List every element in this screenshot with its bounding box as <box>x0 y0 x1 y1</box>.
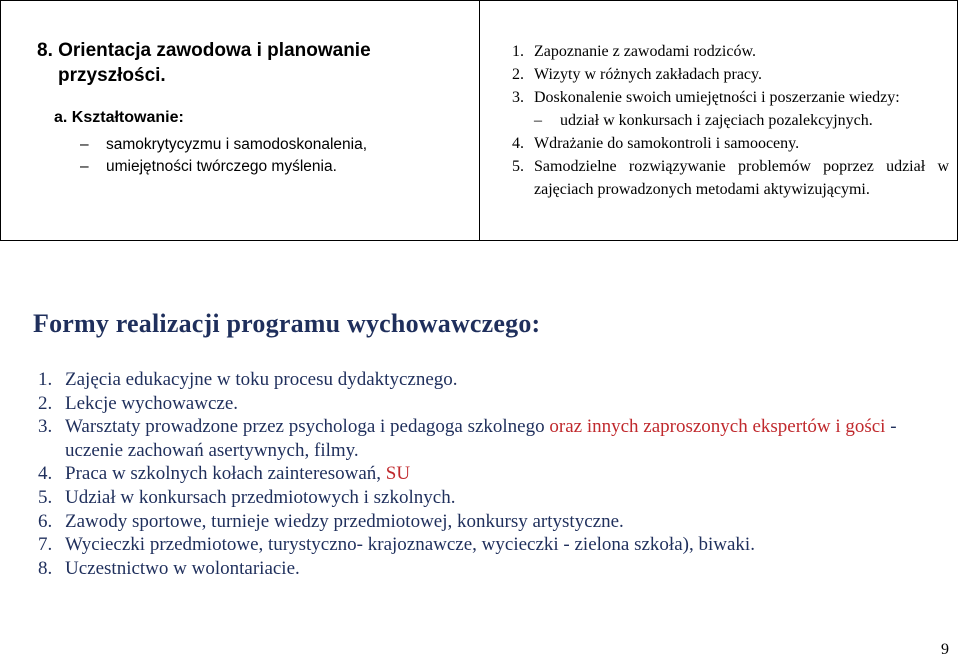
highlighted-text: SU <box>385 463 411 485</box>
item-number: 1. <box>38 369 53 390</box>
list-item <box>38 368 958 392</box>
item-number: 2. <box>512 66 524 83</box>
skills-list <box>80 134 479 178</box>
list-item <box>38 462 958 486</box>
list-item <box>512 132 949 155</box>
list-item: – umiejętności twórczego myślenia. <box>80 156 479 178</box>
item-text: Uczestnictwo w wolontariacie. <box>65 557 300 579</box>
item-number: 7. <box>38 534 53 556</box>
item-text: Zawody sportowe, turnieje wiedzy przedmiotowej, konkursy artystyczne. <box>65 510 624 532</box>
item-number: 6. <box>38 510 53 532</box>
subsection-title: a. Kształtowanie: <box>54 109 184 126</box>
item-number: 2. <box>38 392 53 414</box>
list-item <box>512 155 949 201</box>
sub-list <box>534 109 949 132</box>
list-item: – samokrytycyzmu i samodoskonalenia, <box>80 134 479 156</box>
sub-list-item: – udział w konkursach i zajęciach pozalekcyjnych. <box>534 109 949 132</box>
item-number: 4. <box>512 135 524 152</box>
item-text: Lekcje wychowawcze. <box>65 392 239 414</box>
item-text: Doskonalenie swoich umiejętności i poszerzanie wiedzy: <box>534 89 900 106</box>
item-text: Zapoznanie z zawodami rodziców. <box>534 43 756 60</box>
list-item <box>38 486 958 510</box>
item-text: Praca w szkolnych kołach zainteresowań, <box>65 463 386 485</box>
list-item <box>38 533 958 557</box>
table-right-cell <box>480 1 957 240</box>
item-text: Warsztaty prowadzone przez psychologa i pedagoga szkolnego <box>65 416 550 438</box>
item-number: 5. <box>512 158 524 175</box>
item-number: 3. <box>38 416 53 438</box>
section-title: 8. Orientacja zawodowa i planowanie przyszłości. <box>37 40 371 86</box>
item-text: Wycieczki przedmiotowe, turystyczno- krajoznawcze, wycieczki - zielona szkoła), biwaki. <box>65 534 755 556</box>
item-body <box>65 462 958 486</box>
highlighted-text: oraz innych zaproszonych ekspertów i gości <box>549 416 886 438</box>
item-text: Zajęcia edukacyjne w toku procesu dydaktycznego. <box>65 369 458 390</box>
item-text: Wizyty w różnych zakładach pracy. <box>534 66 762 83</box>
list-item <box>512 63 949 86</box>
list-item <box>38 415 958 462</box>
item-body <box>65 415 958 462</box>
activities-list <box>512 40 949 201</box>
item-text-tail: - uczenie zachowań asertywnych, filmy. <box>65 416 897 461</box>
item-text: Samodzielne rozwiązywanie problemów poprzez udział w zajęciach prowadzonych metodami aktywizującymi. <box>534 158 949 198</box>
item-body <box>534 86 949 132</box>
list-item <box>38 392 958 416</box>
item-number: 1. <box>512 43 524 60</box>
list-item <box>38 557 958 581</box>
item-text: Udział w konkursach przedmiotowych i szkolnych. <box>65 486 456 508</box>
page-number: 9 <box>941 641 949 658</box>
item-number: 8. <box>38 557 53 579</box>
item-number: 5. <box>38 486 53 508</box>
item-text: Wdrażanie do samokontroli i samooceny. <box>534 135 800 152</box>
forms-list <box>38 368 958 580</box>
table-left-cell <box>1 1 480 240</box>
item-number: 4. <box>38 463 53 485</box>
item-number: 3. <box>512 89 524 106</box>
list-item <box>38 510 958 534</box>
program-table <box>0 0 958 241</box>
list-item <box>512 40 949 63</box>
list-item <box>512 86 949 132</box>
forms-heading: Formy realizacji programu wychowawczego: <box>33 309 541 338</box>
